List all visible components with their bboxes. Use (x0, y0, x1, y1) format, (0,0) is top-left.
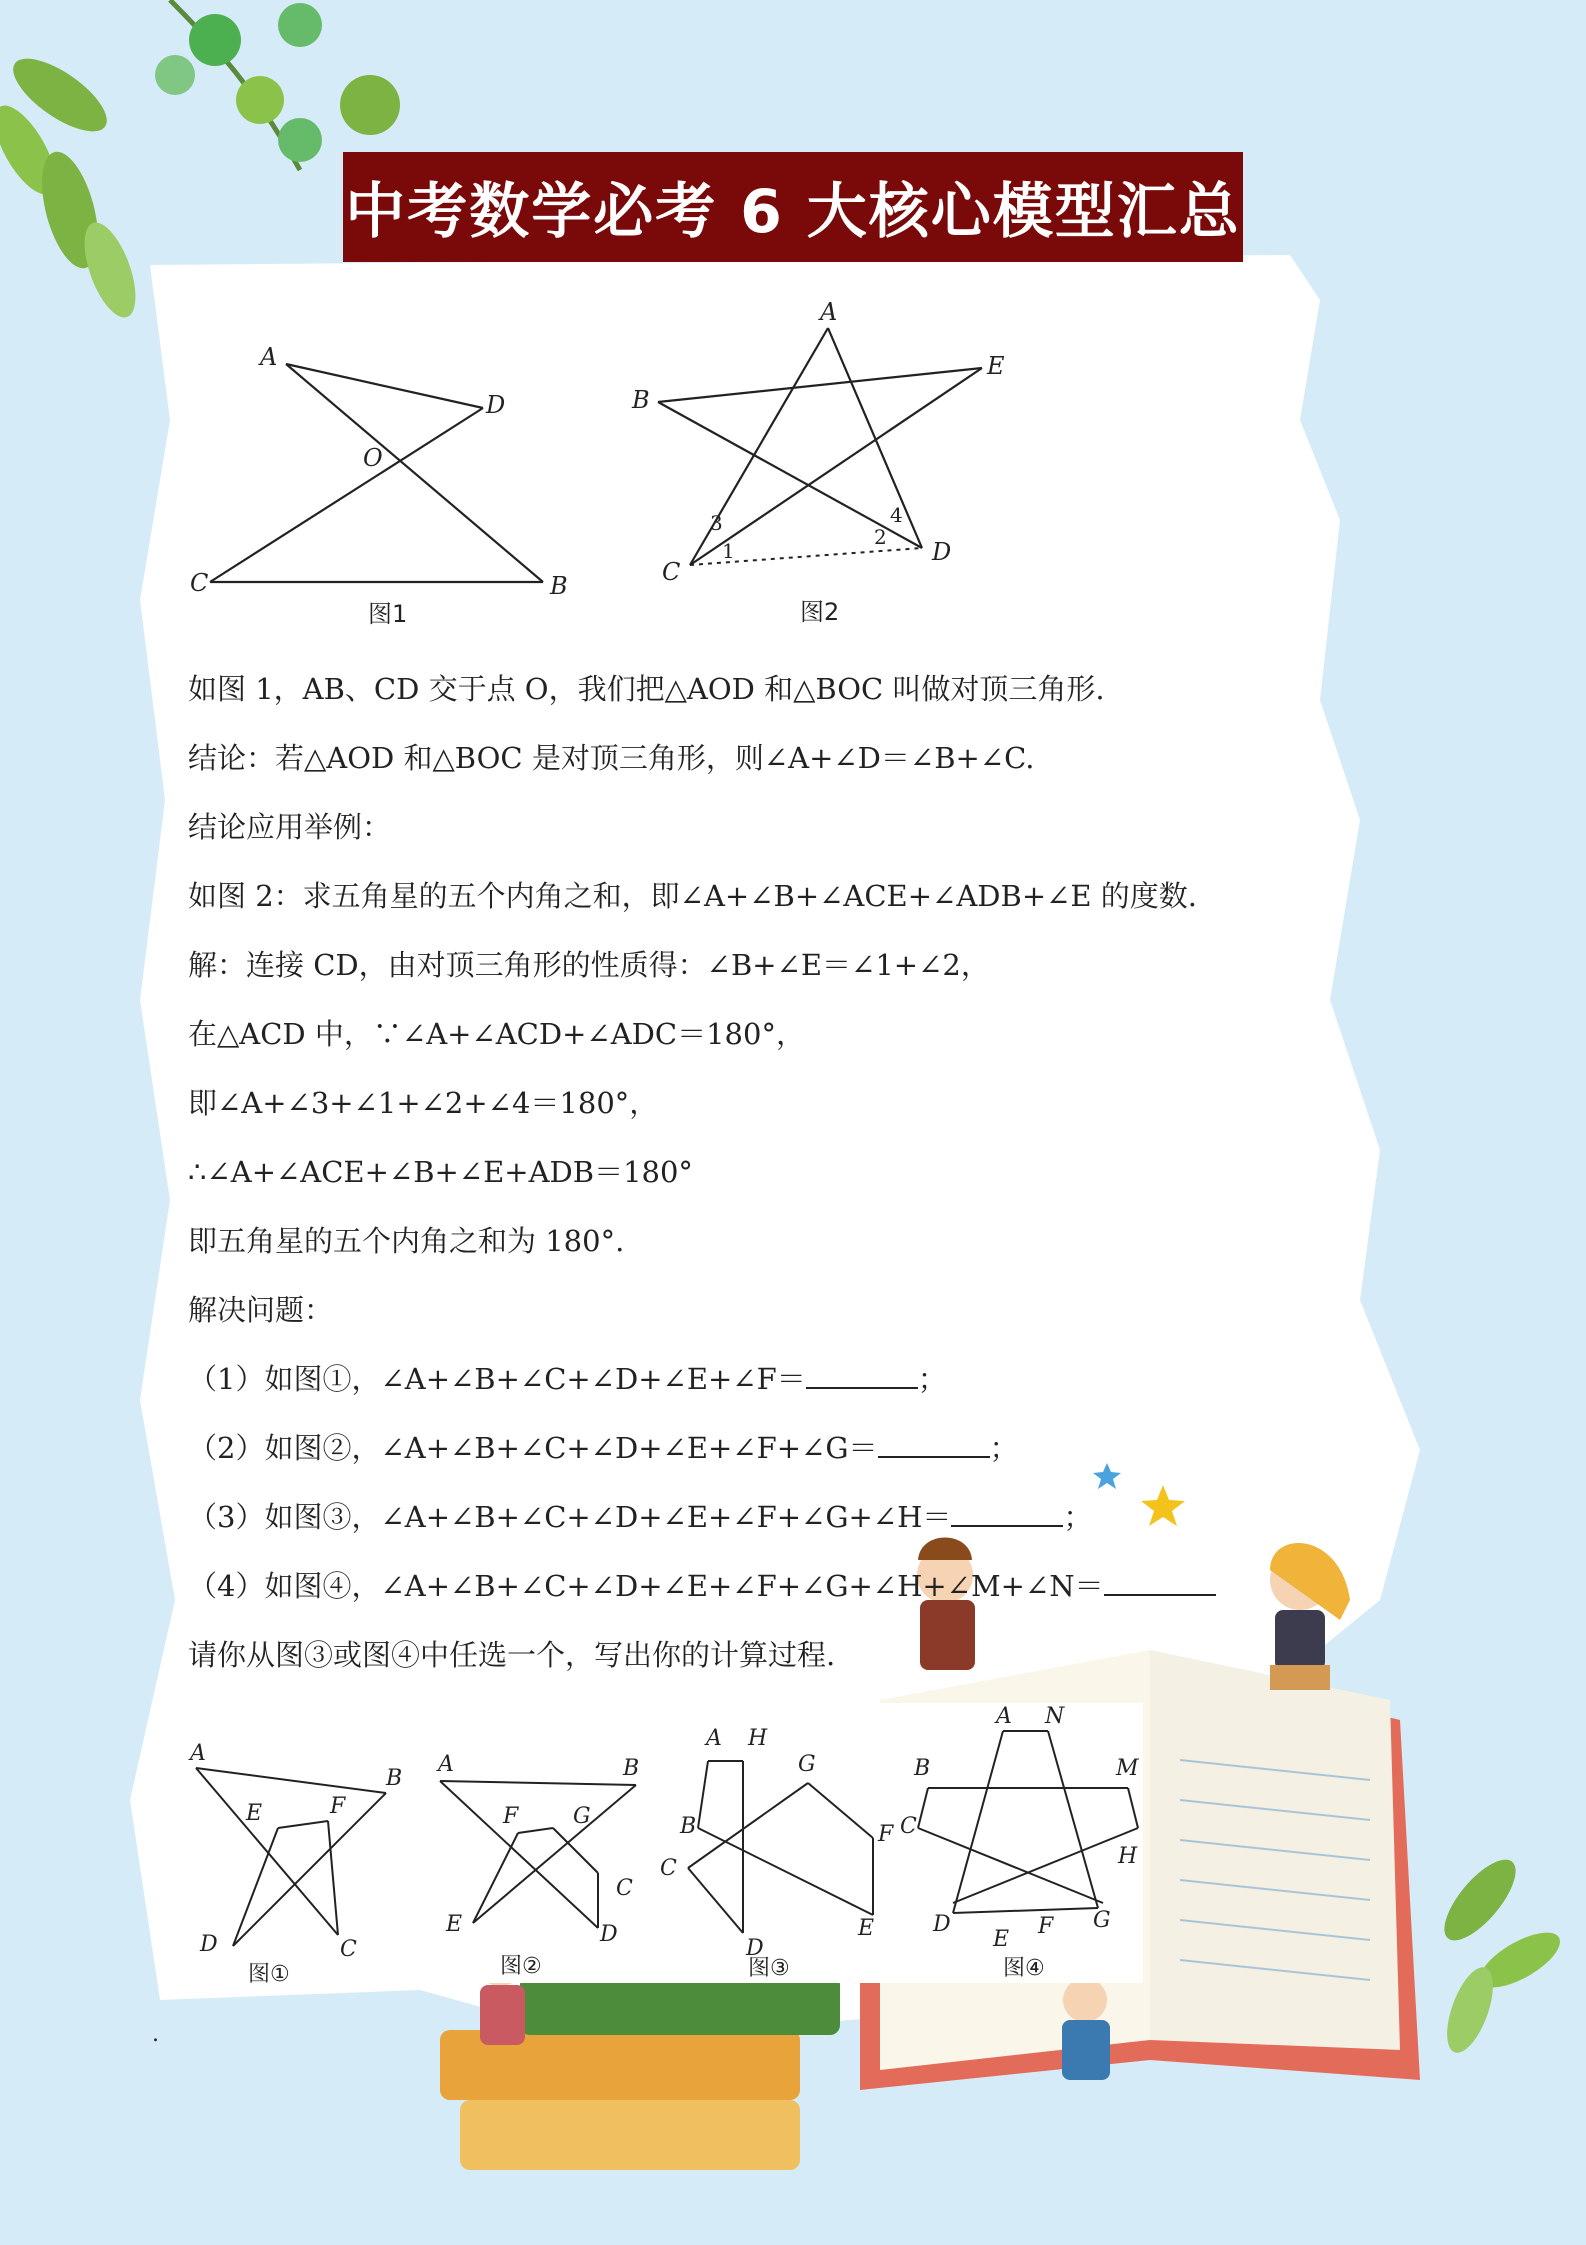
fig3-label: A (706, 1726, 722, 1751)
question-3 (188, 1483, 1388, 1552)
fig4-label: A (996, 1704, 1012, 1729)
fig4-label: F (1038, 1914, 1054, 1939)
figure-2 (620, 290, 1040, 630)
text-line: 在△ACD 中，∵∠A+∠ACD+∠ADC＝180°， (188, 1017, 805, 1051)
fig1-label: F (330, 1794, 346, 1819)
fig4-label: E (993, 1927, 1010, 1952)
fig1-label: B (386, 1766, 403, 1791)
question-2 (188, 1414, 1388, 1483)
fig3-label: D (746, 1936, 764, 1961)
fig3-label: C (660, 1856, 677, 1881)
fig4-label: N (1045, 1704, 1065, 1729)
fig2-caption: 图② (500, 1954, 542, 1979)
question-4 (188, 1552, 1388, 1621)
star-label-A: A (820, 298, 838, 326)
fig4-label: H (1118, 1844, 1138, 1869)
answer-blank-1[interactable] (806, 1357, 918, 1389)
text-line: 解决问题： (188, 1293, 334, 1327)
label-B: B (550, 572, 568, 600)
angle-3: 3 (710, 511, 723, 535)
fig1-label: E (246, 1801, 263, 1826)
fig2-label: C (616, 1876, 633, 1901)
fig3-caption: 图③ (748, 1956, 790, 1981)
fig3-label: F (878, 1822, 894, 1847)
text-line: ∴∠A+∠ACE+∠B+∠E+ADB＝180° (188, 1155, 693, 1189)
answer-blank-4[interactable] (1104, 1564, 1216, 1596)
question-1-text: （1）如图①，∠A+∠B+∠C+∠D+∠E+∠F＝ (188, 1362, 806, 1396)
star-label-D: D (932, 538, 952, 566)
answer-blank-2[interactable] (878, 1426, 990, 1458)
text-body (188, 655, 1388, 1690)
bottom-figures (188, 1703, 1143, 1983)
fig4-label: D (933, 1912, 951, 1937)
fig2-label: F (503, 1804, 519, 1829)
star-label-B: B (632, 386, 650, 414)
fig1-label: A (190, 1741, 206, 1766)
page-title: 中考数学必考 6 大核心模型汇总 (345, 177, 1241, 247)
question-2-suffix: ； (989, 1431, 1019, 1465)
figure-2-caption: 图2 (800, 598, 840, 626)
fig4-label: C (900, 1814, 917, 1839)
text-line: 如图 1，AB、CD 交于点 O，我们把△AOD 和△BOC 叫做对顶三角形. (188, 672, 1105, 706)
footer-dot: . (152, 2022, 159, 2047)
star-label-E: E (987, 352, 1005, 380)
star-label-C: C (662, 558, 681, 586)
title-banner (343, 152, 1243, 262)
fig2-label: B (623, 1756, 640, 1781)
fig2-label: D (600, 1922, 618, 1947)
fig3-label: G (798, 1752, 816, 1777)
fig3-label: H (748, 1726, 768, 1751)
text-line: 即∠A+∠3+∠1+∠2+∠4＝180°， (188, 1086, 659, 1120)
fig2-label: A (438, 1752, 454, 1777)
figure-1 (188, 296, 608, 626)
figure-1-caption: 图1 (368, 600, 408, 626)
fig4-label: G (1093, 1908, 1111, 1933)
angle-2: 2 (874, 525, 887, 549)
fig1-label: C (340, 1937, 357, 1962)
fig2-label: E (446, 1912, 463, 1937)
fig3-label: E (858, 1916, 875, 1941)
text-line: 结论：若△AOD 和△BOC 是对顶三角形，则∠A+∠D＝∠B+∠C. (188, 741, 1035, 775)
question-1-suffix: ； (917, 1362, 947, 1396)
label-C: C (190, 569, 209, 597)
question-3-suffix: ； (1063, 1500, 1093, 1534)
label-D: D (486, 391, 506, 419)
label-O: O (363, 444, 383, 472)
text-line: 解：连接 CD，由对顶三角形的性质得：∠B+∠E＝∠1+∠2， (188, 948, 990, 982)
text-line: 如图 2：求五角星的五个内角之和，即∠A+∠B+∠ACE+∠ADB+∠E 的度数. (188, 879, 1198, 913)
question-3-text: （3）如图③，∠A+∠B+∠C+∠D+∠E+∠F+∠G+∠H＝ (188, 1500, 952, 1534)
answer-blank-3[interactable] (951, 1495, 1063, 1527)
question-2-text: （2）如图②，∠A+∠B+∠C+∠D+∠E+∠F+∠G＝ (188, 1431, 878, 1465)
fig1-label: D (200, 1932, 218, 1957)
fig2-label: G (573, 1804, 591, 1829)
text-line: 结论应用举例： (188, 810, 392, 844)
fig1-caption: 图① (248, 1962, 290, 1983)
question-1 (188, 1345, 1388, 1414)
fig4-label: M (1116, 1756, 1139, 1781)
text-line: 即五角星的五个内角之和为 180°. (188, 1224, 625, 1258)
label-A: A (260, 343, 278, 371)
angle-1: 1 (722, 539, 735, 563)
angle-4: 4 (890, 503, 903, 527)
question-4-text: （4）如图④，∠A+∠B+∠C+∠D+∠E+∠F+∠G+∠H+∠M+∠N＝ (188, 1569, 1104, 1603)
fig4-caption: 图④ (1003, 1956, 1045, 1981)
fig4-label: B (914, 1756, 931, 1781)
fig3-label: B (680, 1814, 697, 1839)
closing-instruction: 请你从图③或图④中任选一个，写出你的计算过程. (188, 1638, 836, 1672)
